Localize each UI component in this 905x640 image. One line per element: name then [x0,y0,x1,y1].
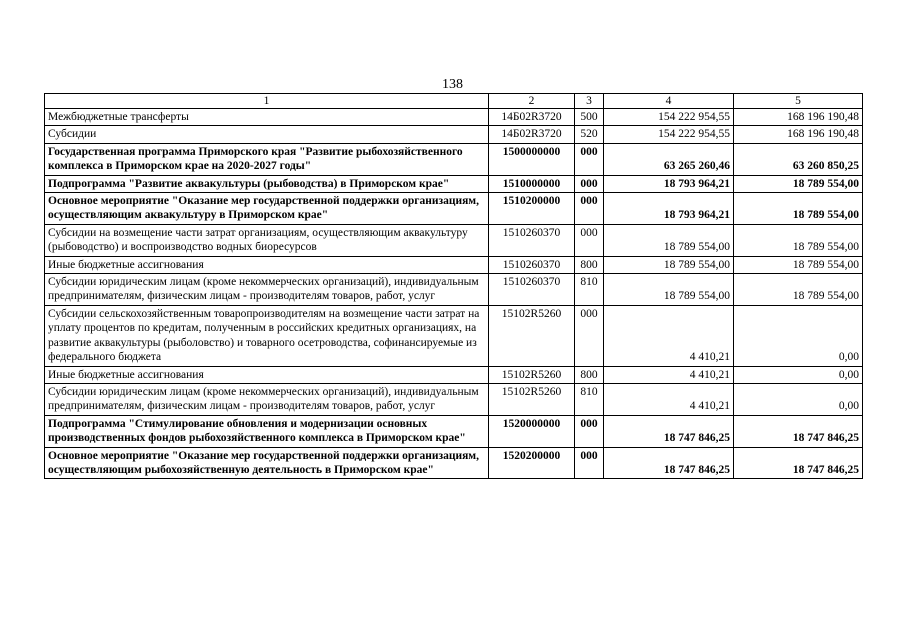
row-value-col4: 18 789 554,00 [604,274,734,306]
row-value-col5: 168 196 190,48 [734,126,863,143]
row-code: 1510260370 [489,274,575,306]
table-header-row [45,94,863,109]
table-row [45,193,863,225]
row-vr: 000 [575,143,604,175]
row-value-col5: 18 789 554,00 [734,175,863,192]
row-code: 14Б02R3720 [489,109,575,126]
row-value-col4: 18 793 964,21 [604,175,734,192]
table-row [45,305,863,366]
table-row [45,415,863,447]
row-vr: 520 [575,126,604,143]
table-row [45,274,863,306]
row-name: Государственная программа Приморского края "Развитие рыбохозяйственного комплекса в Приморском крае на 2020-2027 годы" [45,143,489,175]
row-name: Подпрограмма "Развитие аквакультуры (рыбоводства) в Приморском крае" [45,175,489,192]
row-name: Субсидии юридическим лицам (кроме некоммерческих организаций), индивидуальным предпринимателям, физическим лицам - производителям товаров, работ, услуг [45,383,489,415]
row-value-col5: 18 747 846,25 [734,415,863,447]
page-number: 138 [442,77,463,92]
row-code: 14Б02R3720 [489,126,575,143]
row-code: 15102R5260 [489,305,575,366]
row-code: 1510260370 [489,256,575,273]
row-value-col4: 154 222 954,55 [604,109,734,126]
row-name: Основное мероприятие "Оказание мер государственной поддержки организациям, осуществляющим аквакультуру в Приморском крае" [45,193,489,225]
row-vr: 810 [575,383,604,415]
row-name: Межбюджетные трансферты [45,109,489,126]
row-code: 1510000000 [489,175,575,192]
row-code: 1500000000 [489,143,575,175]
row-vr: 800 [575,256,604,273]
table-row [45,447,863,479]
table-row [45,143,863,175]
table-row [45,109,863,126]
row-value-col5: 0,00 [734,383,863,415]
row-vr: 000 [575,193,604,225]
row-value-col5: 18 747 846,25 [734,447,863,479]
row-value-col4: 18 747 846,25 [604,447,734,479]
table-row [45,383,863,415]
table-row [45,256,863,273]
row-vr: 000 [575,415,604,447]
row-code: 15102R5260 [489,383,575,415]
row-code: 15102R5260 [489,366,575,383]
row-value-col5: 18 789 554,00 [734,256,863,273]
header-col-3: 3 [575,94,604,109]
row-vr: 000 [575,305,604,366]
row-value-col5: 18 789 554,00 [734,224,863,256]
row-code: 1520000000 [489,415,575,447]
row-name: Субсидии [45,126,489,143]
table-row [45,366,863,383]
row-value-col4: 63 265 260,46 [604,143,734,175]
row-value-col4: 4 410,21 [604,366,734,383]
row-vr: 500 [575,109,604,126]
row-value-col4: 18 793 964,21 [604,193,734,225]
row-value-col4: 18 789 554,00 [604,224,734,256]
header-col-4: 4 [604,94,734,109]
row-vr: 000 [575,224,604,256]
row-name: Иные бюджетные ассигнования [45,366,489,383]
row-vr: 000 [575,175,604,192]
header-col-2: 2 [489,94,575,109]
row-code: 1520200000 [489,447,575,479]
table-row [45,224,863,256]
row-value-col4: 4 410,21 [604,305,734,366]
row-vr: 800 [575,366,604,383]
row-value-col5: 0,00 [734,366,863,383]
row-value-col5: 18 789 554,00 [734,274,863,306]
header-col-5: 5 [734,94,863,109]
row-value-col4: 154 222 954,55 [604,126,734,143]
row-name: Субсидии сельскохозяйственным товаропроизводителям на возмещение части затрат на уплату процентов по кредитам, полученным в российских кредитных организациях, на развитие аквакультуры (рыболовство) и товарного осетроводства, софинансируемые из федерального бюджета [45,305,489,366]
row-value-col4: 4 410,21 [604,383,734,415]
table-row [45,126,863,143]
row-value-col4: 18 789 554,00 [604,256,734,273]
header-col-1: 1 [45,94,489,109]
row-value-col5: 0,00 [734,305,863,366]
row-code: 1510260370 [489,224,575,256]
row-name: Субсидии на возмещение части затрат организациям, осуществляющим аквакультуру (рыбоводство) и воспроизводство водных биоресурсов [45,224,489,256]
row-value-col5: 18 789 554,00 [734,193,863,225]
row-value-col4: 18 747 846,25 [604,415,734,447]
row-value-col5: 168 196 190,48 [734,109,863,126]
row-name: Иные бюджетные ассигнования [45,256,489,273]
budget-table [44,93,863,479]
table-row [45,175,863,192]
row-name: Основное мероприятие "Оказание мер государственной поддержки организациям, осуществляющим рыбохозяйственную деятельность в Приморском крае" [45,447,489,479]
row-code: 1510200000 [489,193,575,225]
row-vr: 000 [575,447,604,479]
row-value-col5: 63 260 850,25 [734,143,863,175]
row-name: Субсидии юридическим лицам (кроме некоммерческих организаций), индивидуальным предпринимателям, физическим лицам - производителям товаров, работ, услуг [45,274,489,306]
row-name: Подпрограмма "Стимулирование обновления и модернизации основных производственных фондов рыбохозяйственного комплекса в Приморском крае" [45,415,489,447]
row-vr: 810 [575,274,604,306]
